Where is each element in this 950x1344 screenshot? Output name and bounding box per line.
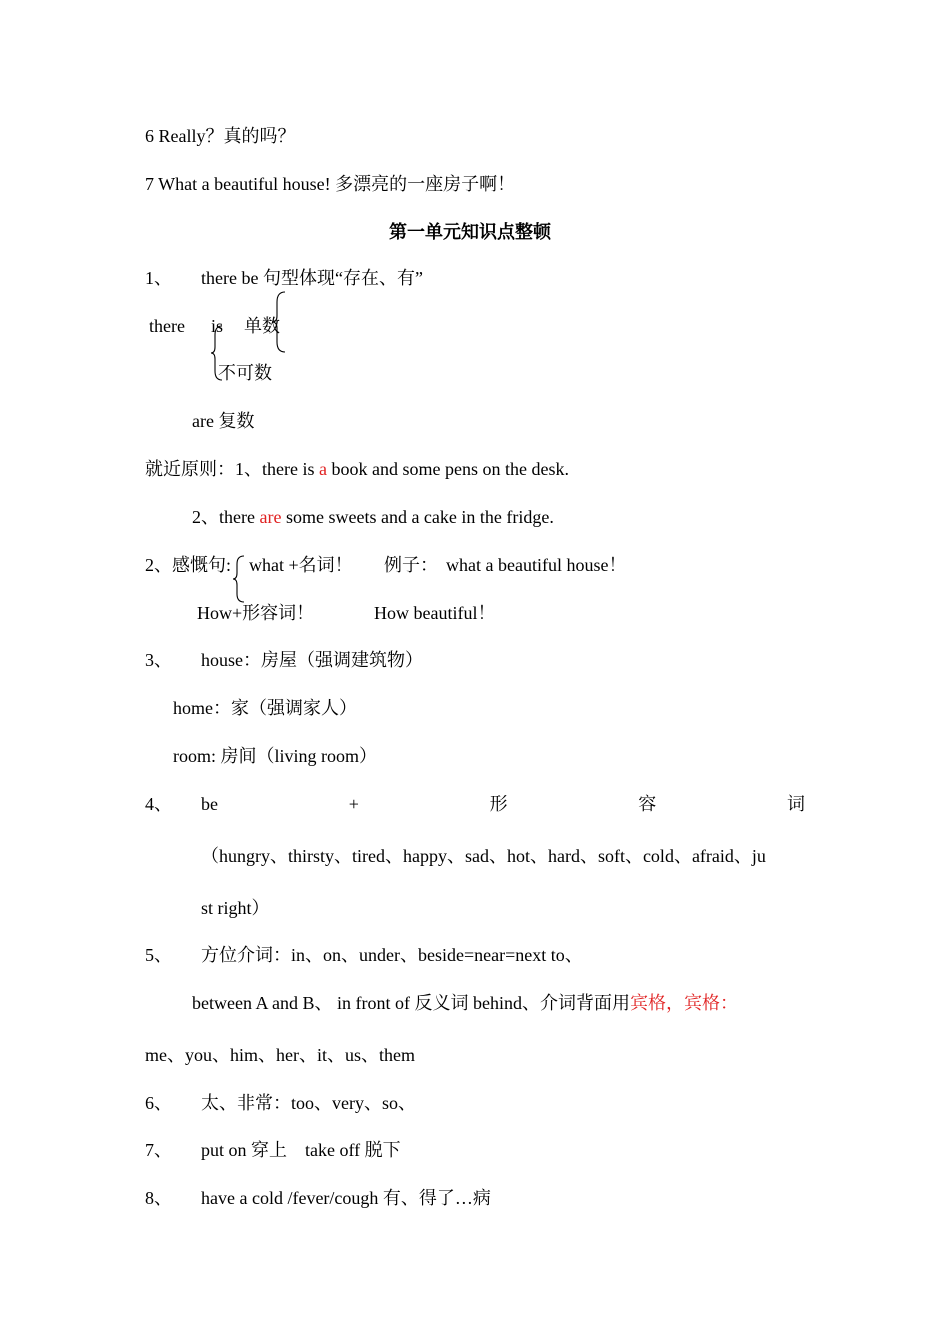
there-word: there bbox=[149, 316, 185, 336]
point-7-number: 7、 bbox=[145, 1140, 172, 1160]
how-adjective-rule: How+形容词！ bbox=[197, 603, 315, 623]
are-plural-line: are 复数 bbox=[192, 411, 255, 431]
object-pronouns-line: me、you、him、her、it、us、them bbox=[145, 1045, 415, 1065]
point-4-number: 4、 bbox=[145, 794, 172, 814]
adjective-list: （hungry、thirsty、tired、happy、sad、hot、hard、soft、cold、afraid、ju bbox=[201, 846, 766, 866]
line-what-a-beautiful-house: 7 What a beautiful house! 多漂亮的一座房子啊！ bbox=[145, 174, 516, 194]
point-6-number: 6、 bbox=[145, 1093, 172, 1113]
plus-sign: + bbox=[348, 794, 359, 814]
adjective-char-1: 形 bbox=[489, 794, 508, 814]
exclamation-brace-icon bbox=[232, 554, 246, 604]
put-on-take-off-line: put on 穿上 take off 脱下 bbox=[201, 1140, 401, 1160]
house-definition: house：房屋（强调建筑物） bbox=[201, 650, 423, 670]
between-line bbox=[192, 991, 738, 1015]
between-text: between A and B、 in front of 反义词 behind、介词背面用 bbox=[192, 993, 630, 1013]
adjective-char-2: 容 bbox=[638, 794, 657, 814]
rule-1-prefix: 就近原则：1、there is bbox=[145, 459, 319, 479]
point-8-number: 8、 bbox=[145, 1188, 172, 1208]
point-5-number: 5、 bbox=[145, 945, 172, 965]
have-a-cold-line: have a cold /fever/cough 有、得了…病 bbox=[201, 1188, 491, 1208]
right-brace-icon bbox=[271, 290, 287, 354]
point-1-number: 1、 bbox=[145, 268, 172, 288]
point-3-number: 3、 bbox=[145, 650, 172, 670]
rule-2-suffix: some sweets and a cake in the fridge. bbox=[281, 507, 554, 527]
example-label: 例子： bbox=[384, 555, 438, 575]
be-adjective-line bbox=[201, 792, 805, 816]
adjective-char-3: 词 bbox=[786, 794, 805, 814]
is-word: is bbox=[211, 316, 224, 336]
exclamation-label: 2、感慨句: bbox=[145, 555, 232, 575]
be-word: be bbox=[201, 794, 218, 814]
line-really: 6 Really？真的吗？ bbox=[145, 126, 296, 146]
room-definition: room: 房间（living room） bbox=[173, 746, 377, 766]
too-very-so-line: 太、非常：too、very、so、 bbox=[201, 1093, 416, 1113]
rule-2-prefix: 2、there bbox=[192, 507, 260, 527]
objective-case-highlight: 宾格，宾格： bbox=[629, 993, 738, 1013]
point-1-text: there be 句型体现“存在、有” bbox=[201, 268, 423, 288]
singular-label: 单数 bbox=[244, 316, 280, 336]
proximity-rule-2 bbox=[192, 505, 554, 529]
uncountable-label: 不可数 bbox=[218, 363, 272, 383]
section-title: 第一单元知识点整顿 bbox=[389, 222, 551, 242]
rule-1-suffix: book and some pens on the desk. bbox=[326, 459, 569, 479]
prepositions-line: 方位介词：in、on、under、beside=near=next to、 bbox=[201, 945, 583, 965]
rule-2-highlight: are bbox=[259, 507, 282, 527]
adjective-list-cont: st right） bbox=[201, 898, 270, 918]
what-noun-rule: what +名词！ bbox=[249, 555, 353, 575]
rule-1-highlight: a bbox=[318, 459, 327, 479]
what-example: what a beautiful house！ bbox=[446, 555, 627, 575]
home-definition: home：家（强调家人） bbox=[173, 698, 357, 718]
proximity-rule-1 bbox=[145, 457, 569, 481]
how-example: How beautiful！ bbox=[374, 603, 496, 623]
